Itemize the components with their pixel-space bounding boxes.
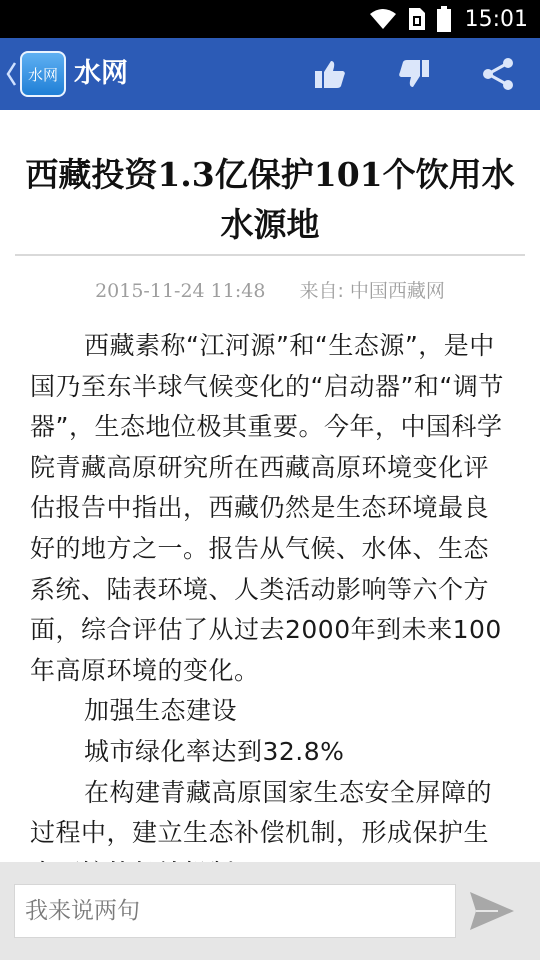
send-icon: [468, 890, 516, 932]
dislike-button[interactable]: [394, 54, 434, 94]
title-divider: [15, 254, 525, 256]
thumbs-up-icon: [314, 59, 346, 89]
article-body: [30, 326, 512, 894]
share-button[interactable]: [478, 54, 518, 94]
article-paragraph: 在构建青藏高原国家生态安全屏障的过程中，建立生态补偿机制，形成保护生: [30, 777, 493, 848]
app-logo-text: 水网: [27, 65, 58, 84]
article-meta: [0, 276, 540, 306]
app-logo[interactable]: [20, 51, 66, 97]
app-bar: [0, 38, 540, 110]
app-title: 水网: [74, 58, 128, 89]
status-icons: [369, 4, 528, 34]
article-source: 来自: 中国西藏网: [299, 280, 445, 302]
article-paragraph: 西藏素称“江河源”和“生态源”，是中国乃至东半球气候变化的“启动器”和“调节器”，生态地位极其重要。今年，中国科学院青藏高原研究所在西藏高原环境变化评估报告中指出，西藏仍然是生态环境最良好的地方之一。报告从气候、水体、生态系统、陆表环境、人类活动影响等六个方面，综合评估了从过去2000年到未来100年高原环境的变化。: [30, 331, 504, 685]
status-time: 15:01: [464, 6, 528, 32]
share-icon: [481, 57, 515, 91]
thumbs-down-icon: [398, 59, 430, 89]
status-bar: [0, 0, 540, 38]
back-chevron-icon[interactable]: [4, 60, 18, 88]
comment-bar: [0, 862, 540, 960]
battery-icon: [437, 6, 451, 32]
article-date: 2015-11-24 11:48: [95, 280, 266, 302]
sim-icon: [407, 7, 427, 31]
send-button[interactable]: [464, 886, 520, 936]
like-button[interactable]: [310, 54, 350, 94]
article-title: 西藏投资1.3亿保护101个饮用水水源地: [25, 155, 515, 244]
article[interactable]: [0, 110, 540, 862]
article-paragraph: 加强生态建设: [84, 696, 238, 726]
comment-input[interactable]: 我来说两句: [14, 884, 456, 938]
wifi-icon: [369, 8, 397, 30]
article-paragraph: 城市绿化率达到32.8%: [84, 736, 345, 766]
